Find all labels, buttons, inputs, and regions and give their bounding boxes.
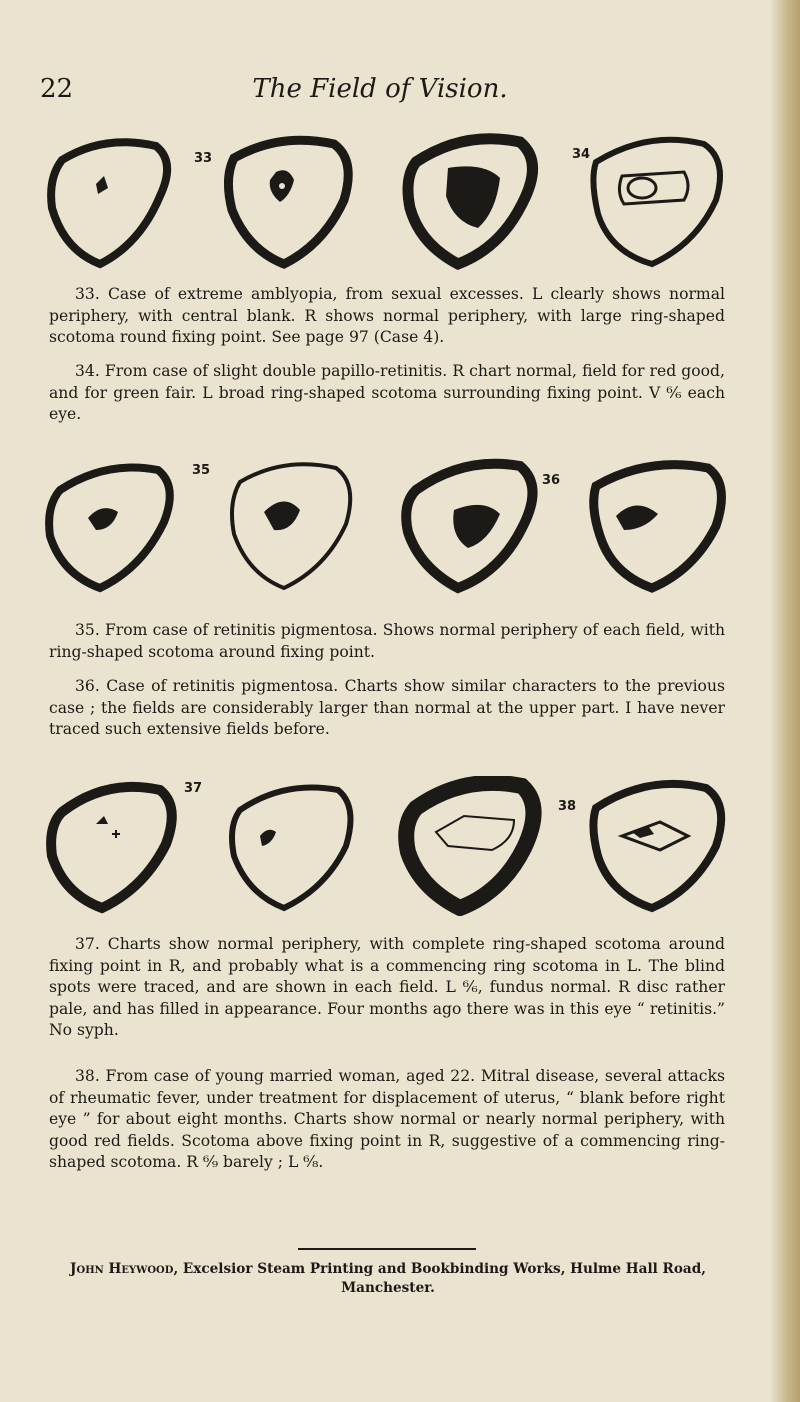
page-number: 22 — [40, 74, 74, 104]
page-header — [40, 74, 720, 114]
figure-number-34: 34 — [572, 147, 591, 162]
chart-33-left — [51, 142, 167, 264]
chart-37-left — [51, 787, 172, 908]
figure-number-37: 37 — [184, 781, 203, 796]
chart-35-right — [232, 464, 350, 588]
caption-34: 34. From case of slight double papillo-retinitis. R chart normal, field for red good, and for green fair. L broad ring-shaped scotoma surrounding fixing point. V ⁶⁄₆ each eye. — [49, 362, 725, 423]
chart-34-right — [593, 140, 720, 264]
caption-37: 37. Charts show normal periphery, with complete ring-shaped scotoma around fixing point in R, and probably what is a commencing ring scotoma in L. The blind spots were traced, and are shown in each field. L ⁶⁄₆, fundus normal. R disc rather pale, and has filled in appearance. Four months ago there was in this eye “ retinitis.” No syph. — [49, 935, 725, 1039]
chart-38-left — [406, 783, 533, 908]
figure-number-36: 36 — [542, 473, 561, 488]
figure-row-37-38 — [44, 776, 734, 916]
imprint-line-2: Manchester. — [341, 1280, 435, 1296]
printer-name: John Heywood, — [70, 1261, 179, 1277]
caption-35: 35. From case of retinitis pigmentosa. Shows normal periphery of each field, with ring-shaped scotoma around fixing point. — [49, 621, 725, 661]
printer-address: Excelsior Steam Printing and Bookbinding Works, Hulme Hall Road, — [178, 1261, 706, 1277]
figure-row-33-34 — [44, 132, 734, 272]
figure-number-33: 33 — [194, 151, 213, 166]
caption-33: 33. Case of extreme amblyopia, from sexual excesses. L clearly shows normal periphery, with central blank. R shows normal periphery, with large ring-shaped scotoma round fixing point. See page 97 (Case 4). — [49, 285, 725, 346]
printer-imprint — [48, 1260, 728, 1298]
chart-36-left — [406, 464, 532, 588]
chart-37-right — [232, 788, 351, 909]
caption-38: 38. From case of young married woman, aged 22. Mitral disease, several attacks of rheumatic fever, under treatment for displacement of uterus, “ blank before right eye ” for about eight months. Charts show normal or nearly normal periphery, with good red fields. Scotoma above fixing point in R, suggestive of a commencing ring-shaped scotoma. R ⁶⁄₉ barely ; L ⁶⁄₈. — [49, 1067, 725, 1171]
chart-36-right — [594, 465, 722, 588]
page-edge-shadow — [770, 0, 800, 1402]
figure-row-35-36 — [44, 456, 734, 596]
caption-36: 36. Case of retinitis pigmentosa. Charts show similar characters to the previous case ; the fields are considerably larger than normal at the upper part. I have never traced such extensive fields before. — [49, 677, 725, 738]
figure-number-38: 38 — [558, 799, 577, 814]
figure-number-35: 35 — [192, 463, 211, 478]
chart-35-left — [49, 468, 170, 589]
running-title: The Field of Vision. — [252, 74, 508, 104]
chart-33-right — [228, 140, 348, 264]
imprint-line-1 — [48, 1260, 728, 1279]
chart-38-right — [593, 784, 721, 908]
footer-rule — [298, 1248, 476, 1250]
chart-34-left — [408, 139, 533, 264]
